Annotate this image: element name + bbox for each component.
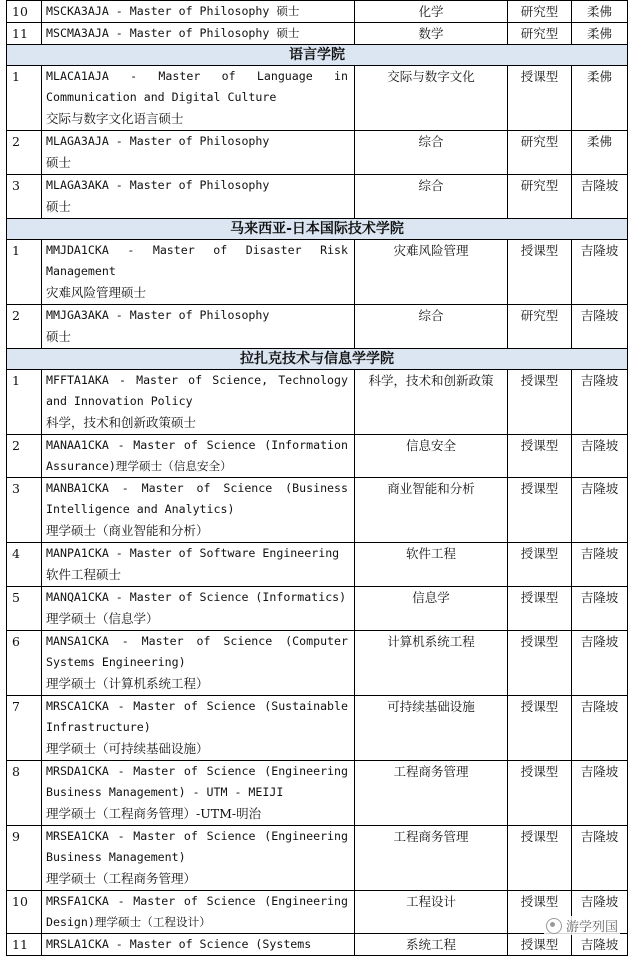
table-row [7,175,628,219]
field-cell: 综合 [355,175,508,219]
location-cell: 吉隆坡 [572,240,628,305]
location-cell: 吉隆坡 [572,696,628,761]
program-name: MFFTA1AKA - Master of Science, Technology and Innovation Policy [46,373,348,408]
location-cell: 吉隆坡 [572,370,628,435]
table-row [7,370,628,435]
type-cell: 研究型 [508,1,572,23]
program-name: MLACA1AJA - Master of Language in Communication and Digital Culture [46,69,348,104]
location-cell: 吉隆坡 [572,175,628,219]
program-name-cn: 交际与数字文化语言硕士 [46,111,184,126]
program-name: MANQA1CKA - Master of Science (Informatics) [46,590,347,604]
program-cell [42,761,355,826]
row-number: 5 [7,587,42,631]
field-cell: 软件工程 [355,543,508,587]
program-cell [42,631,355,696]
field-cell: 信息学 [355,587,508,631]
type-cell: 授课型 [508,761,572,826]
row-number: 10 [7,1,42,23]
program-name: MMJGA3AKA - Master of Philosophy [46,308,270,322]
section-title: 语言学院 [7,45,628,66]
type-cell: 授课型 [508,370,572,435]
brand-watermark [544,916,620,935]
row-number: 7 [7,696,42,761]
program-name: MRSFA1CKA - Master of Science (Engineering Design)理学硕士（工程设计） [42,891,355,934]
section-header-razak [7,349,628,370]
program-name: MANPA1CKA - Master of Software Engineering [46,546,340,560]
section-title: 拉扎克技术与信息学学院 [7,349,628,370]
program-name: MANBA1CKA - Master of Science (Business Intelligence and Analytics) [46,481,348,516]
program-cell [42,66,355,131]
field-cell: 商业智能和分析 [355,478,508,543]
brand-text: 游学列国 [565,920,618,935]
table-row [7,478,628,543]
section-title: 马来西亚-日本国际技术学院 [7,219,628,240]
program-cell [42,305,355,349]
location-cell: 吉隆坡 [572,587,628,631]
program-name-cn: 灾难风险管理硕士 [46,285,147,300]
type-cell: 研究型 [508,23,572,45]
section-header-language [7,45,628,66]
type-cell: 授课型 [508,826,572,891]
program-name: MANSA1CKA - Master of Science (Computer Systems Engineering) [46,634,348,669]
location-cell: 吉隆坡 [572,826,628,891]
type-cell: 授课型 [508,435,572,478]
program-name: MRSLA1CKA - Master of Science (Systems [42,934,355,956]
program-name-cn: 理学硕士（商业智能和分析） [46,523,209,538]
table-row [7,1,628,23]
row-number: 4 [7,543,42,587]
program-cell [42,240,355,305]
row-number: 2 [7,435,42,478]
program-name: MRSCA1CKA - Master of Science (Sustainable Infrastructure) [46,699,348,734]
type-cell: 授课型 [508,240,572,305]
field-cell: 综合 [355,131,508,175]
row-number: 2 [7,305,42,349]
location-cell: 柔佛 [572,1,628,23]
program-cell [42,370,355,435]
row-number: 1 [7,240,42,305]
program-name: MRSEA1CKA - Master of Science (Engineering Business Management) [46,829,348,864]
type-cell: 授课型 [508,66,572,131]
program-cell [42,543,355,587]
program-name-cn: 科学，技术和创新政策硕士 [46,415,197,430]
table-row [7,131,628,175]
field-cell: 工程商务管理 [355,761,508,826]
location-cell: 吉隆坡 [572,631,628,696]
location-cell: 吉隆坡 [572,478,628,543]
row-number: 11 [7,934,42,956]
program-name-cn: 理学硕士（信息学） [46,611,159,626]
table-row [7,23,628,45]
type-cell: 研究型 [508,175,572,219]
field-cell: 工程商务管理 [355,826,508,891]
field-cell: 数学 [355,23,508,45]
field-cell: 综合 [355,305,508,349]
location-cell: 吉隆坡 [572,934,628,956]
program-name: MSCKA3AJA - Master of Philosophy 硕士 [42,1,355,23]
table-row [7,587,628,631]
field-cell: 灾难风险管理 [355,240,508,305]
type-cell: 授课型 [508,696,572,761]
row-number: 1 [7,66,42,131]
program-name: MLAGA3AJA - Master of Philosophy [46,134,270,148]
type-cell: 授课型 [508,587,572,631]
program-name-cn: 硕士 [46,155,72,170]
row-number: 2 [7,131,42,175]
table-row [7,631,628,696]
section-header-mjiit [7,219,628,240]
table-row [7,435,628,478]
table-row [7,696,628,761]
program-table [6,0,628,956]
table-row [7,240,628,305]
program-name: MSCMA3AJA - Master of Philosophy 硕士 [42,23,355,45]
field-cell: 工程设计 [355,891,508,934]
field-cell: 化学 [355,1,508,23]
row-number: 9 [7,826,42,891]
program-cell [42,826,355,891]
row-number: 3 [7,175,42,219]
table-row [7,826,628,891]
program-cell [42,175,355,219]
type-cell: 研究型 [508,131,572,175]
field-cell: 科学，技术和创新政策 [355,370,508,435]
program-name: MMJDA1CKA - Master of Disaster Risk Management [46,243,348,278]
type-cell: 授课型 [508,631,572,696]
location-cell: 吉隆坡 [572,543,628,587]
program-name: MLAGA3AKA - Master of Philosophy [46,178,270,192]
program-table-wrapper [6,0,627,956]
location-cell: 吉隆坡 [572,761,628,826]
table-row [7,305,628,349]
row-number: 10 [7,891,42,934]
wechat-account-icon [546,918,562,934]
field-cell: 信息安全 [355,435,508,478]
program-name-cn: 理学硕士（工程商务管理） [46,871,197,886]
row-number: 1 [7,370,42,435]
program-cell [42,696,355,761]
type-cell: 授课型 [508,478,572,543]
row-number: 11 [7,23,42,45]
field-cell: 交际与数字文化 [355,66,508,131]
program-cell [42,131,355,175]
program-name-cn: 硕士 [46,199,72,214]
program-name-cn: 理学硕士（工程商务管理）-UTM-明治 [46,806,262,821]
row-number: 6 [7,631,42,696]
program-name: MRSDA1CKA - Master of Science (Engineering Business Management) - UTM - MEIJI [46,764,348,799]
table-row [7,761,628,826]
table-row [7,543,628,587]
location-cell: 吉隆坡 [572,305,628,349]
location-cell: 柔佛 [572,66,628,131]
field-cell: 计算机系统工程 [355,631,508,696]
location-cell: 柔佛 [572,131,628,175]
program-name-cn: 理学硕士（计算机系统工程） [46,676,209,691]
row-number: 3 [7,478,42,543]
type-cell: 授课型 [508,934,572,956]
location-cell: 吉隆坡 [572,435,628,478]
type-cell: 授课型 [508,543,572,587]
program-name-cn: 软件工程硕士 [46,567,122,582]
program-name-cn: 硕士 [46,329,72,344]
table-row [7,891,628,934]
table-row [7,66,628,131]
type-cell: 研究型 [508,305,572,349]
program-name-cn: 理学硕士（可持续基础设施） [46,741,209,756]
program-cell [42,478,355,543]
field-cell: 系统工程 [355,934,508,956]
field-cell: 可持续基础设施 [355,696,508,761]
type-cell: 授课型 [508,891,572,934]
location-cell: 柔佛 [572,23,628,45]
program-cell [42,587,355,631]
location-cell: 吉隆坡 [572,891,628,934]
program-name: MANAA1CKA - Master of Science (Information Assurance)理学硕士（信息安全） [42,435,355,478]
row-number: 8 [7,761,42,826]
